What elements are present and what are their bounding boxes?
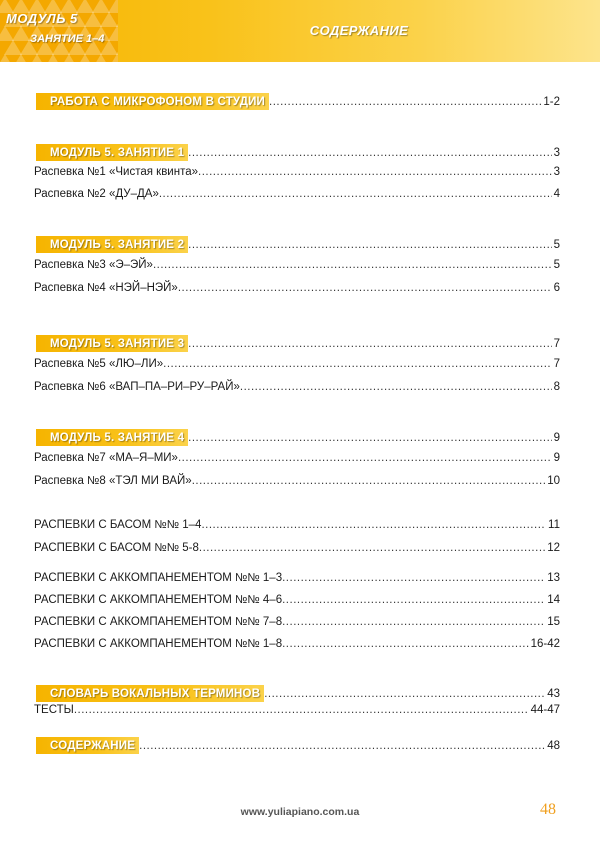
toc-section[interactable] xyxy=(36,335,560,352)
toc-item-label: Распевка №5 «ЛЮ–ЛИ» xyxy=(34,358,164,370)
toc-section-label: СОДЕРЖАНИЕ xyxy=(36,737,139,754)
toc-section[interactable] xyxy=(36,685,560,702)
toc-page-number: 44-47 xyxy=(530,704,560,716)
toc-item[interactable] xyxy=(34,282,560,294)
toc-page-number: 11 xyxy=(548,519,560,531)
toc-item[interactable] xyxy=(34,542,560,554)
footer-website-link[interactable]: www.yuliapiano.com.ua xyxy=(240,806,360,818)
toc-item[interactable] xyxy=(34,616,560,628)
toc-item-label: Распевка №1 «Чистая квинта» xyxy=(34,166,199,178)
toc-section[interactable] xyxy=(36,236,560,253)
toc-item-label: РАСПЕВКИ С АККОМПАНЕМЕНТОМ №№ 7–8 xyxy=(34,616,283,628)
toc-section[interactable] xyxy=(36,429,560,446)
toc-item-label: Распевка №7 «МА–Я–МИ» xyxy=(34,452,178,464)
toc-page-number: 5 xyxy=(553,259,560,271)
toc-item[interactable] xyxy=(34,475,560,487)
toc-page-number: 7 xyxy=(553,338,560,350)
toc-item[interactable] xyxy=(34,704,560,716)
toc-section-label: МОДУЛЬ 5. ЗАНЯТИЕ 3 xyxy=(36,335,188,352)
toc-page-number: 4 xyxy=(553,188,560,200)
toc-page-number: 13 xyxy=(547,572,560,584)
toc-page-number: 14 xyxy=(547,594,560,606)
toc-page-number: 8 xyxy=(553,381,560,393)
footer-page-number: 48 xyxy=(540,801,556,818)
header-lesson-label: ЗАНЯТИЕ 1–4 xyxy=(30,33,105,45)
toc-item-label: Распевка №2 «ДУ–ДА» xyxy=(34,188,159,200)
header-triangle-pattern xyxy=(0,0,118,62)
toc-item-label: РАСПЕВКИ С АККОМПАНЕМЕНТОМ №№ 1–3 xyxy=(34,572,283,584)
toc-page-number: 6 xyxy=(553,282,560,294)
toc-item[interactable] xyxy=(34,188,560,200)
toc-item[interactable] xyxy=(34,572,560,584)
toc-page-number: 12 xyxy=(547,542,560,554)
toc-item[interactable] xyxy=(34,452,560,464)
toc-page-number: 5 xyxy=(553,239,560,251)
toc-item[interactable] xyxy=(34,638,560,650)
toc-page-number: 9 xyxy=(553,432,560,444)
toc-page-number: 10 xyxy=(547,475,560,487)
toc-item-label: РАСПЕВКИ С БАСОМ №№ 1–4 xyxy=(34,519,202,531)
toc-item-label: Распевка №8 «ТЭЛ МИ ВАЙ» xyxy=(34,475,192,487)
header-module-label: МОДУЛЬ 5 xyxy=(6,11,78,26)
toc-page-number: 16-42 xyxy=(530,638,560,650)
toc-page-number: 9 xyxy=(553,452,560,464)
toc-section[interactable] xyxy=(36,144,560,161)
toc-page-number: 7 xyxy=(553,358,560,370)
toc-page-number: 1-2 xyxy=(543,96,560,108)
toc-page-number: 48 xyxy=(547,740,560,752)
toc-page-number: 15 xyxy=(547,616,560,628)
toc-item-label: РАСПЕВКИ С БАСОМ №№ 5-8 xyxy=(34,542,199,554)
toc-section[interactable] xyxy=(36,737,560,754)
toc-page-number: 3 xyxy=(553,147,560,159)
toc-section-label: МОДУЛЬ 5. ЗАНЯТИЕ 4 xyxy=(36,429,188,446)
toc-section-label: СЛОВАРЬ ВОКАЛЬНЫХ ТЕРМИНОВ xyxy=(36,685,264,702)
triangle-shape xyxy=(108,54,118,62)
toc-section[interactable] xyxy=(36,93,560,110)
toc-item[interactable] xyxy=(34,519,560,531)
toc-item-label: Распевка №6 «ВАП–ПА–РИ–РУ–РАЙ» xyxy=(34,381,240,393)
toc-item-label: Распевка №3 «Э–ЭЙ» xyxy=(34,259,153,271)
toc-section-label: РАБОТА С МИКРОФОНОМ В СТУДИИ xyxy=(36,93,269,110)
page-header xyxy=(0,0,600,62)
triangle-shape xyxy=(108,26,118,41)
toc-item-label: Распевка №4 «НЭЙ–НЭЙ» xyxy=(34,282,178,294)
toc-section-label: МОДУЛЬ 5. ЗАНЯТИЕ 2 xyxy=(36,236,188,253)
toc-item[interactable] xyxy=(34,358,560,370)
toc-page-number: 43 xyxy=(547,688,560,700)
header-title: СОДЕРЖАНИЕ xyxy=(309,23,409,38)
toc-item[interactable] xyxy=(34,166,560,178)
toc-item-label: РАСПЕВКИ С АККОМПАНЕМЕНТОМ №№ 4–6 xyxy=(34,594,283,606)
toc-page-number: 3 xyxy=(553,166,560,178)
toc-item-label: РАСПЕВКИ С АККОМПАНЕМЕНТОМ №№ 1–8 xyxy=(34,638,283,650)
triangle-shape xyxy=(116,40,118,55)
toc-item-label: ТЕСТЫ xyxy=(34,704,74,716)
toc-item[interactable] xyxy=(34,381,560,393)
toc-section-label: МОДУЛЬ 5. ЗАНЯТИЕ 1 xyxy=(36,144,188,161)
toc-item[interactable] xyxy=(34,259,560,271)
toc-item[interactable] xyxy=(34,594,560,606)
